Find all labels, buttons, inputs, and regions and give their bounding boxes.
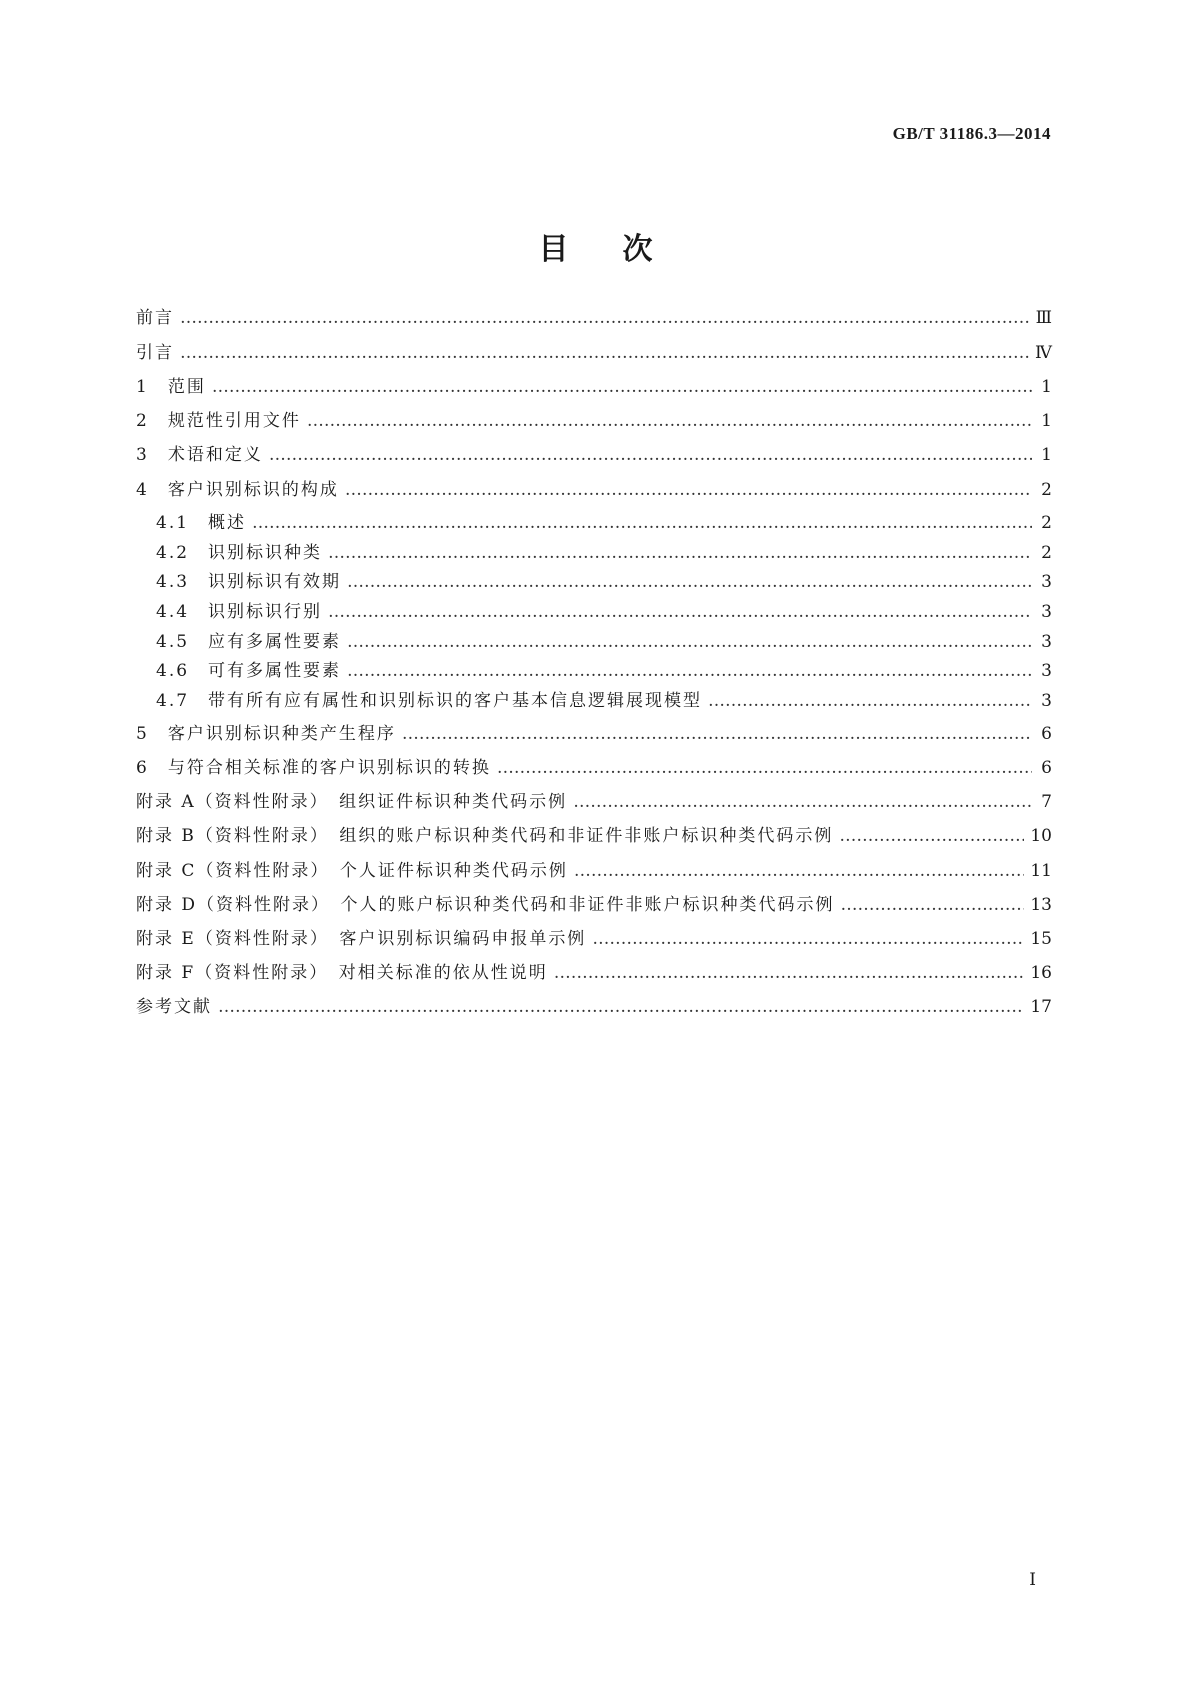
toc-leader-dots bbox=[708, 691, 1032, 711]
toc-entry bbox=[136, 821, 1052, 847]
toc-leader-dots bbox=[328, 602, 1032, 622]
toc-entry-page: 10 bbox=[1030, 826, 1052, 846]
toc-entry-page: 16 bbox=[1030, 963, 1052, 983]
toc-entry-label: 附录 C（资料性附录） 个人证件标识种类代码示例 bbox=[136, 861, 568, 881]
toc-entry bbox=[156, 567, 1052, 593]
toc-entry-label: 3 术语和定义 bbox=[136, 445, 263, 465]
toc-leader-dots bbox=[592, 929, 1024, 949]
toc-leader-dots bbox=[269, 445, 1032, 465]
toc-leader-dots bbox=[497, 758, 1032, 778]
toc-entry-label: 4.7 带有所有应有属性和识别标识的客户基本信息逻辑展现模型 bbox=[156, 691, 703, 711]
toc-entry bbox=[136, 753, 1052, 779]
toc-entry-label: 5 客户识别标识种类产生程序 bbox=[136, 724, 396, 744]
toc-entry-page: 3 bbox=[1041, 691, 1052, 711]
toc-entry-page: 2 bbox=[1041, 480, 1052, 500]
toc-entry bbox=[136, 924, 1052, 950]
toc-leader-dots bbox=[554, 963, 1025, 983]
toc-entry-page: 6 bbox=[1041, 758, 1052, 778]
toc-leader-dots bbox=[252, 513, 1032, 533]
toc-leader-dots bbox=[347, 572, 1032, 592]
toc-entry bbox=[136, 958, 1052, 984]
toc-entry-label: 参考文献 bbox=[136, 997, 212, 1017]
toc-entry bbox=[136, 303, 1052, 329]
toc-leader-dots bbox=[347, 632, 1032, 652]
toc-entry-page: 13 bbox=[1030, 895, 1052, 915]
toc-leader-dots bbox=[212, 377, 1032, 397]
toc-entry bbox=[136, 475, 1052, 501]
toc-entry-label: 4 客户识别标识的构成 bbox=[136, 480, 339, 500]
toc-entry-page: 6 bbox=[1041, 724, 1052, 744]
toc-entry bbox=[156, 627, 1052, 653]
toc-entry-page: 17 bbox=[1030, 997, 1052, 1017]
document-code: GB/T 31186.3—2014 bbox=[892, 124, 1051, 143]
toc-leader-dots bbox=[402, 724, 1032, 744]
toc-entry bbox=[136, 406, 1052, 432]
toc-entry-page: 3 bbox=[1041, 602, 1052, 622]
toc-entry-label: 6 与符合相关标准的客户识别标识的转换 bbox=[136, 758, 491, 778]
toc-leader-dots bbox=[345, 480, 1032, 500]
toc-entry-page: 1 bbox=[1041, 411, 1052, 431]
toc-entry bbox=[136, 440, 1052, 466]
toc-entry-label: 附录 E（资料性附录） 客户识别标识编码申报单示例 bbox=[136, 929, 587, 949]
toc-leader-dots bbox=[841, 895, 1025, 915]
toc-entry bbox=[156, 538, 1052, 564]
toc-leader-dots bbox=[307, 411, 1032, 431]
toc-leader-dots bbox=[573, 792, 1032, 812]
toc-leader-dots bbox=[574, 861, 1024, 881]
toc-entry-page: 15 bbox=[1030, 929, 1052, 949]
toc-entry-page: Ⅳ bbox=[1035, 343, 1052, 363]
toc-entry-label: 4.3 识别标识有效期 bbox=[156, 572, 342, 592]
toc-entry-label: 附录 D（资料性附录） 个人的账户标识种类代码和非证件非账户标识种类代码示例 bbox=[136, 895, 835, 915]
toc-entry-page: 11 bbox=[1030, 861, 1052, 881]
toc-entry-page: 3 bbox=[1041, 632, 1052, 652]
toc-entry-label: 1 范围 bbox=[136, 377, 206, 397]
toc-entry-label: 4.5 应有多属性要素 bbox=[156, 632, 342, 652]
toc-entry-label: 4.2 识别标识种类 bbox=[156, 543, 323, 563]
toc-entry-label: 2 规范性引用文件 bbox=[136, 411, 301, 431]
toc-leader-dots bbox=[218, 997, 1024, 1017]
toc-entry-label: 附录 F（资料性附录） 对相关标准的依从性说明 bbox=[136, 963, 548, 983]
toc-entry bbox=[136, 338, 1052, 364]
toc-entry-page: Ⅲ bbox=[1035, 308, 1052, 328]
toc-entry-label: 引言 bbox=[136, 343, 174, 363]
toc-entry bbox=[156, 508, 1052, 534]
toc-entry bbox=[136, 992, 1052, 1018]
toc-entry-page: 1 bbox=[1041, 377, 1052, 397]
toc-entry-page: 1 bbox=[1041, 445, 1052, 465]
toc-leader-dots bbox=[180, 343, 1029, 363]
toc-entry bbox=[136, 719, 1052, 745]
toc-entry-page: 7 bbox=[1041, 792, 1052, 812]
toc-entry bbox=[156, 656, 1052, 682]
toc-leader-dots bbox=[347, 661, 1032, 681]
toc-entry bbox=[136, 890, 1052, 916]
toc-entry-page: 2 bbox=[1041, 513, 1052, 533]
toc-leader-dots bbox=[328, 543, 1032, 563]
toc-entry-label: 4.6 可有多属性要素 bbox=[156, 661, 342, 681]
toc-leader-dots bbox=[839, 826, 1024, 846]
page-title: 目次 bbox=[538, 232, 707, 267]
toc-entry-label: 4.1 概述 bbox=[156, 513, 247, 533]
toc-entry bbox=[136, 856, 1052, 882]
toc-entry bbox=[136, 787, 1052, 813]
toc-entry bbox=[156, 597, 1052, 623]
toc-entry bbox=[136, 372, 1052, 398]
toc-entry-page: 2 bbox=[1041, 543, 1052, 563]
toc-entry-label: 附录 B（资料性附录） 组织的账户标识种类代码和非证件非账户标识种类代码示例 bbox=[136, 826, 834, 846]
toc-entry bbox=[156, 686, 1052, 712]
toc-entry-label: 前言 bbox=[136, 308, 174, 328]
toc-entry-label: 附录 A（资料性附录） 组织证件标识种类代码示例 bbox=[136, 792, 568, 812]
toc-leader-dots bbox=[180, 308, 1030, 328]
page-number: I bbox=[1029, 1570, 1036, 1590]
toc-entry-page: 3 bbox=[1041, 572, 1052, 592]
toc-entry-page: 3 bbox=[1041, 661, 1052, 681]
toc-entry-label: 4.4 识别标识行别 bbox=[156, 602, 323, 622]
